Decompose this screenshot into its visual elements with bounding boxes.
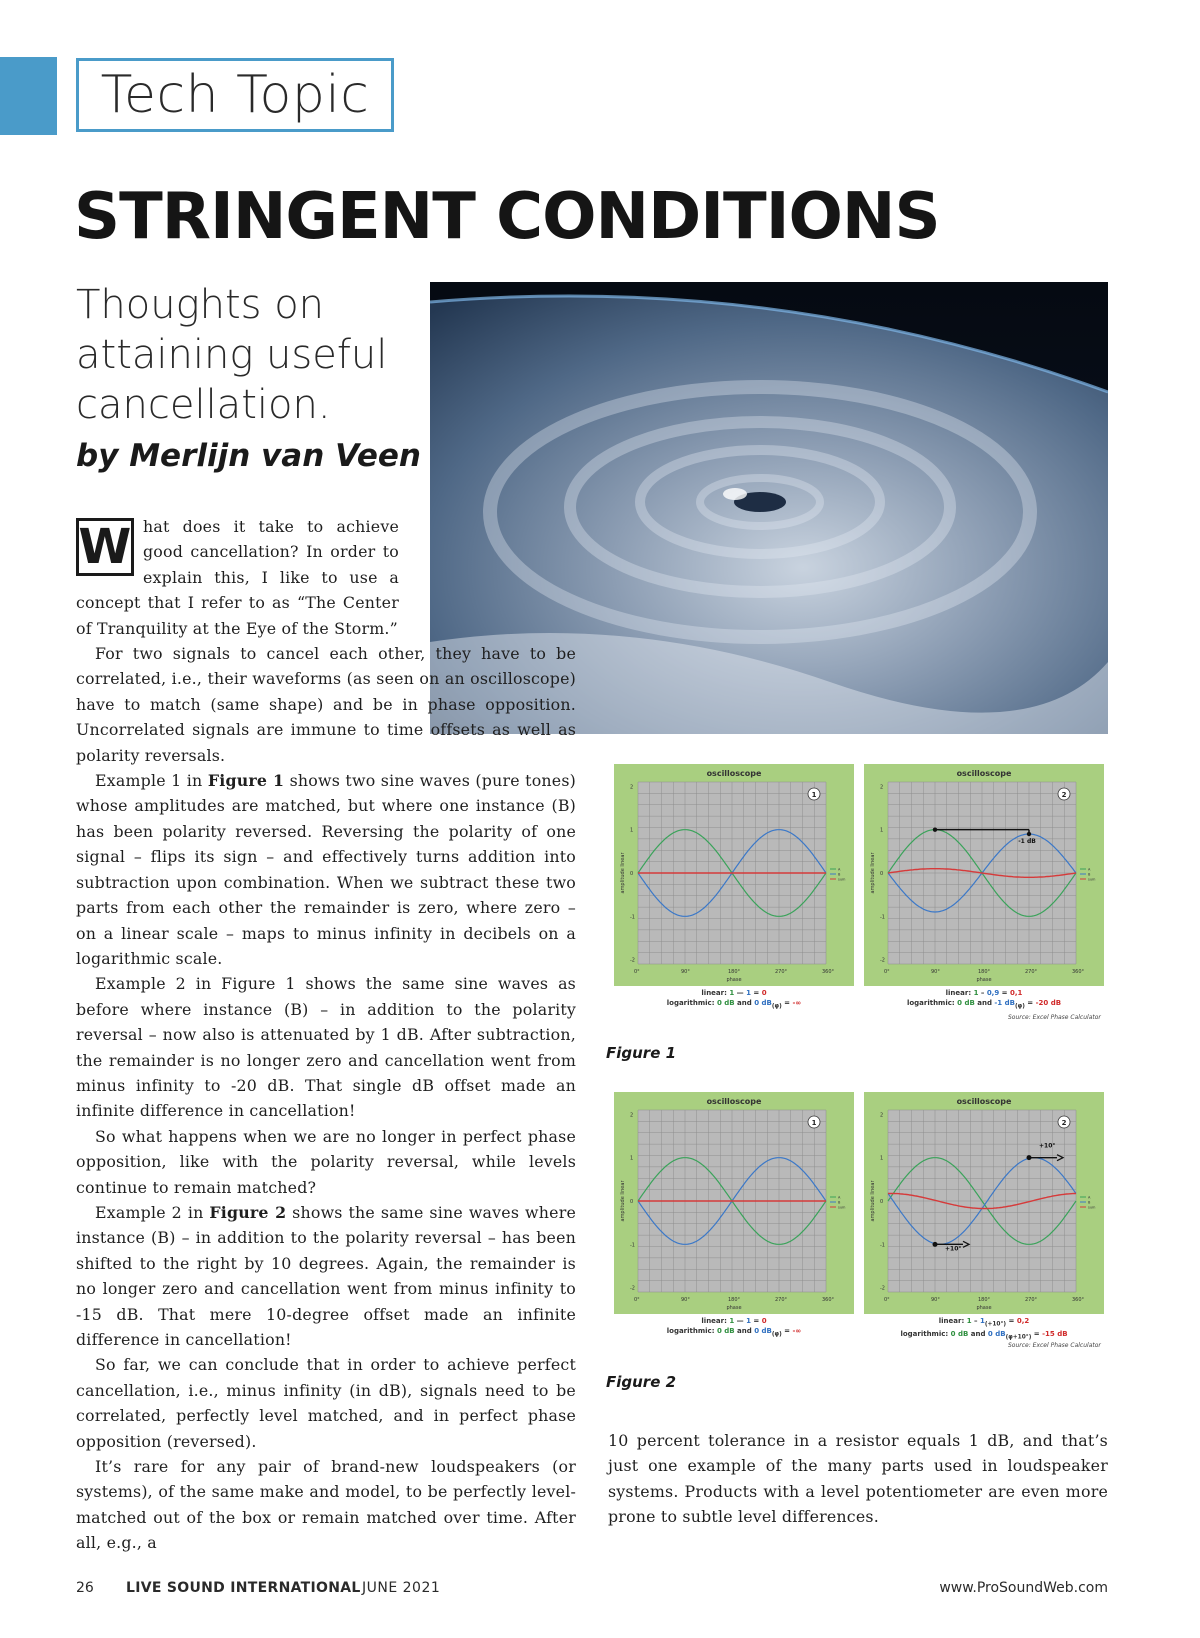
oscilloscope-panel-fig2-2 [864, 1092, 1104, 1314]
x-tick-label: 90° [681, 1297, 690, 1303]
x-axis-label: phase [726, 977, 742, 983]
x-tick-label: 270° [775, 1297, 788, 1303]
legend-label: sum [838, 1205, 846, 1210]
panel-badge-number: 1 [811, 791, 817, 799]
paragraph-2: For two signals to cancel each other, they have to be correlated, i.e., their waveforms (as seen on an oscilloscope) have to match (same shape) and be in phase opposition. Uncorrelated signals are immune to time offsets as well as polarity reversals. [76, 644, 576, 765]
legend-label: A [1088, 1195, 1091, 1200]
y-axis-label: amplitude linear [870, 852, 876, 894]
y-tick-label: -2 [880, 1285, 885, 1292]
footer-issue-date: JUNE 2021 [362, 1580, 441, 1596]
y-axis-label: amplitude linear [870, 1180, 876, 1222]
panel-badge-number: 1 [811, 1119, 817, 1127]
x-tick-label: 90° [931, 969, 940, 975]
paragraph-5: So what happens when we are no longer in perfect phase opposition, like with the polarity reversal, while levels continue to remain matched? [76, 1126, 576, 1197]
oscilloscope-panel-fig1-2 [864, 764, 1104, 986]
y-tick-label: 0 [630, 871, 634, 877]
figure-1 [614, 764, 1104, 986]
x-tick-label: 90° [931, 1297, 940, 1303]
x-tick-label: 360° [822, 1297, 835, 1303]
footer-page-number: 26 [76, 1580, 94, 1596]
formula-fig1-1: linear: 1 — 1 = 0 logarithmic: 0 dB and 0 $dB_{(\varphi)}$ = -∞ [666, 989, 802, 1010]
x-tick-label: 180° [978, 1297, 991, 1303]
y-tick-label: -2 [630, 957, 635, 964]
x-tick-label: 180° [728, 1297, 741, 1303]
x-tick-label: 0° [634, 1297, 640, 1303]
y-tick-label: -1 [880, 914, 885, 921]
y-tick-label: -1 [630, 914, 635, 921]
annotation-label: -1 dB [1018, 838, 1036, 845]
x-axis-label: phase [726, 1305, 742, 1311]
y-tick-label: 1 [880, 827, 884, 834]
panel-title: oscilloscope [706, 1097, 762, 1106]
formula-fig2-1: linear: 1 — 1 = 0 logarithmic: 0 dB and 0 $dB_{(\varphi)}$ = -∞ [666, 1317, 802, 1338]
legend-label: B [1088, 1200, 1091, 1205]
y-tick-label: -2 [880, 957, 885, 964]
x-tick-label: 360° [1072, 1297, 1085, 1303]
x-tick-label: 0° [884, 969, 890, 975]
x-tick-label: 180° [978, 969, 991, 975]
y-tick-label: 1 [880, 1155, 884, 1162]
x-axis-label: phase [976, 977, 992, 983]
y-tick-label: 0 [880, 871, 884, 877]
y-tick-label: 0 [880, 1199, 884, 1205]
figure-1-source: Source: Excel Phase Calculator [1008, 1014, 1101, 1021]
oscilloscope-panel-fig2-1 [614, 1092, 854, 1314]
paragraph-6: Example 2 in Figure 2 shows the same sine waves where instance (B) – in addition to the polarity reversal – has been shifted to the right by 10 degrees. Again, the remainder is no longer zero and cancellation went from minus infinity to -15 dB. That mere 10-degree offset made an infinite difference in cancellation! [76, 1202, 576, 1349]
oscilloscope-panel-fig1-1 [614, 764, 854, 986]
x-tick-label: 360° [822, 969, 835, 975]
legend-label: A [838, 867, 841, 872]
legend-label: sum [838, 877, 846, 882]
panel-badge-number: 2 [1061, 791, 1067, 799]
figure-2-caption: Figure 2 [606, 1373, 677, 1391]
annotation-label: +10° [1039, 1142, 1056, 1150]
y-tick-label: 2 [630, 784, 634, 791]
y-tick-label: -1 [630, 1242, 635, 1249]
legend-label: B [838, 1200, 841, 1205]
panel-title: oscilloscope [956, 1097, 1012, 1106]
panel-badge-number: 2 [1061, 1119, 1067, 1127]
paragraph-7: So far, we can conclude that in order to achieve perfect cancellation, i.e., minus infinity (in dB), signals need to be correlated, perfectly level matched, and in perfect phase opposition (reversed). [76, 1355, 576, 1451]
legend-label: sum [1088, 877, 1096, 882]
figure-1-caption: Figure 1 [606, 1044, 677, 1062]
annotation-label: +10° [945, 1245, 962, 1253]
section-accent-tab [0, 57, 57, 135]
y-tick-label: 1 [630, 1155, 634, 1162]
paragraph-4: Example 2 in Figure 1 shows the same sine waves as before where instance (B) – in addition to the polarity reversal – now also is attenuated by 1 dB. After subtraction, the remainder is no longer zero and cancellation went from minus infinity to -20 dB. That single dB offset made an infinite difference in cancellation! [76, 974, 576, 1121]
x-tick-label: 270° [1025, 1297, 1038, 1303]
y-tick-label: -1 [880, 1242, 885, 1249]
formula-fig1-2: linear: 1 – 0,9 = 0,1 logarithmic: 0 dB and -1 $dB_{(\varphi)} = -20$ dB [906, 989, 1062, 1010]
y-axis-label: amplitude linear [620, 1180, 626, 1222]
footer-website[interactable]: www.ProSoundWeb.com [939, 1580, 1108, 1596]
paragraph-8: It’s rare for any pair of brand-new loudspeakers (or systems), of the same make and model, to be perfectly level-matched out of the box or remain matched over time. After all, e.g., a [76, 1457, 576, 1553]
panel-title: oscilloscope [706, 769, 762, 778]
figure-2-source: Source: Excel Phase Calculator [1008, 1342, 1101, 1349]
x-tick-label: 360° [1072, 969, 1085, 975]
article-headline: STRINGENT CONDITIONS [74, 180, 940, 254]
legend-label: sum [1088, 1205, 1096, 1210]
x-tick-label: 270° [775, 969, 788, 975]
x-tick-label: 0° [634, 969, 640, 975]
x-tick-label: 90° [681, 969, 690, 975]
formula-fig2-2: linear: $1 - 1_{(+10^\circ)} = 0,2$ logarithmic: 0 dB and 0 $dB_{(\varphi+10^\circ)} = -15$ dB [900, 1317, 1068, 1341]
paragraph-3: Example 1 in Figure 1 shows two sine waves (pure tones) whose amplitudes are matched, but where one instance (B) has been polarity reversed. Reversing the polarity of one signal – flips its sign – and effectively turns addition into subtraction upon combination. When we subtract these two parts from each other the remainder is zero, where zero – on a linear scale – maps to minus infinity in decibels on a logarithmic scale. [76, 771, 576, 968]
y-axis-label: amplitude linear [620, 852, 626, 894]
x-axis-label: phase [976, 1305, 992, 1311]
y-tick-label: 2 [630, 1112, 634, 1119]
figure-2-reference: Figure 2 [209, 1202, 287, 1222]
legend-label: A [838, 1195, 841, 1200]
paragraph-1: hat does it take to achieve good cancellation? In order to explain this, I like to use a concept that I refer to as “The Center of Tranquility at the Eye of the Storm.” [76, 517, 399, 638]
x-tick-label: 270° [1025, 969, 1038, 975]
y-tick-label: 1 [630, 827, 634, 834]
footer-publication: LIVE SOUND INTERNATIONAL [126, 1580, 361, 1596]
x-tick-label: 0° [884, 1297, 890, 1303]
section-label: Tech Topic [76, 58, 394, 132]
article-body-left-column [76, 514, 576, 1556]
article-deck: Thoughts on attaining useful cancellation. [76, 282, 388, 428]
peak-marker-a [933, 827, 937, 831]
y-tick-label: 2 [880, 784, 884, 791]
panel-title: oscilloscope [956, 769, 1012, 778]
figure-1-reference: Figure 1 [207, 771, 285, 791]
y-tick-label: 2 [880, 1112, 884, 1119]
legend-label: B [1088, 872, 1091, 877]
peak-marker-b [1027, 832, 1031, 836]
article-byline: by Merlijn van Veen [76, 438, 421, 474]
legend-label: B [838, 872, 841, 877]
article-body-right-column: 10 percent tolerance in a resistor equals 1 dB, and that’s just one example of the many parts used in loudspeaker systems. Products with a level potentiometer are even more prone to subtle level differences. [608, 1431, 1108, 1527]
figure-2 [614, 1092, 1104, 1314]
legend-label: A [1088, 867, 1091, 872]
y-tick-label: -2 [630, 1285, 635, 1292]
article-intro-block [76, 514, 576, 768]
drop-cap: W [76, 518, 134, 576]
y-tick-label: 0 [630, 1199, 634, 1205]
x-tick-label: 180° [728, 969, 741, 975]
